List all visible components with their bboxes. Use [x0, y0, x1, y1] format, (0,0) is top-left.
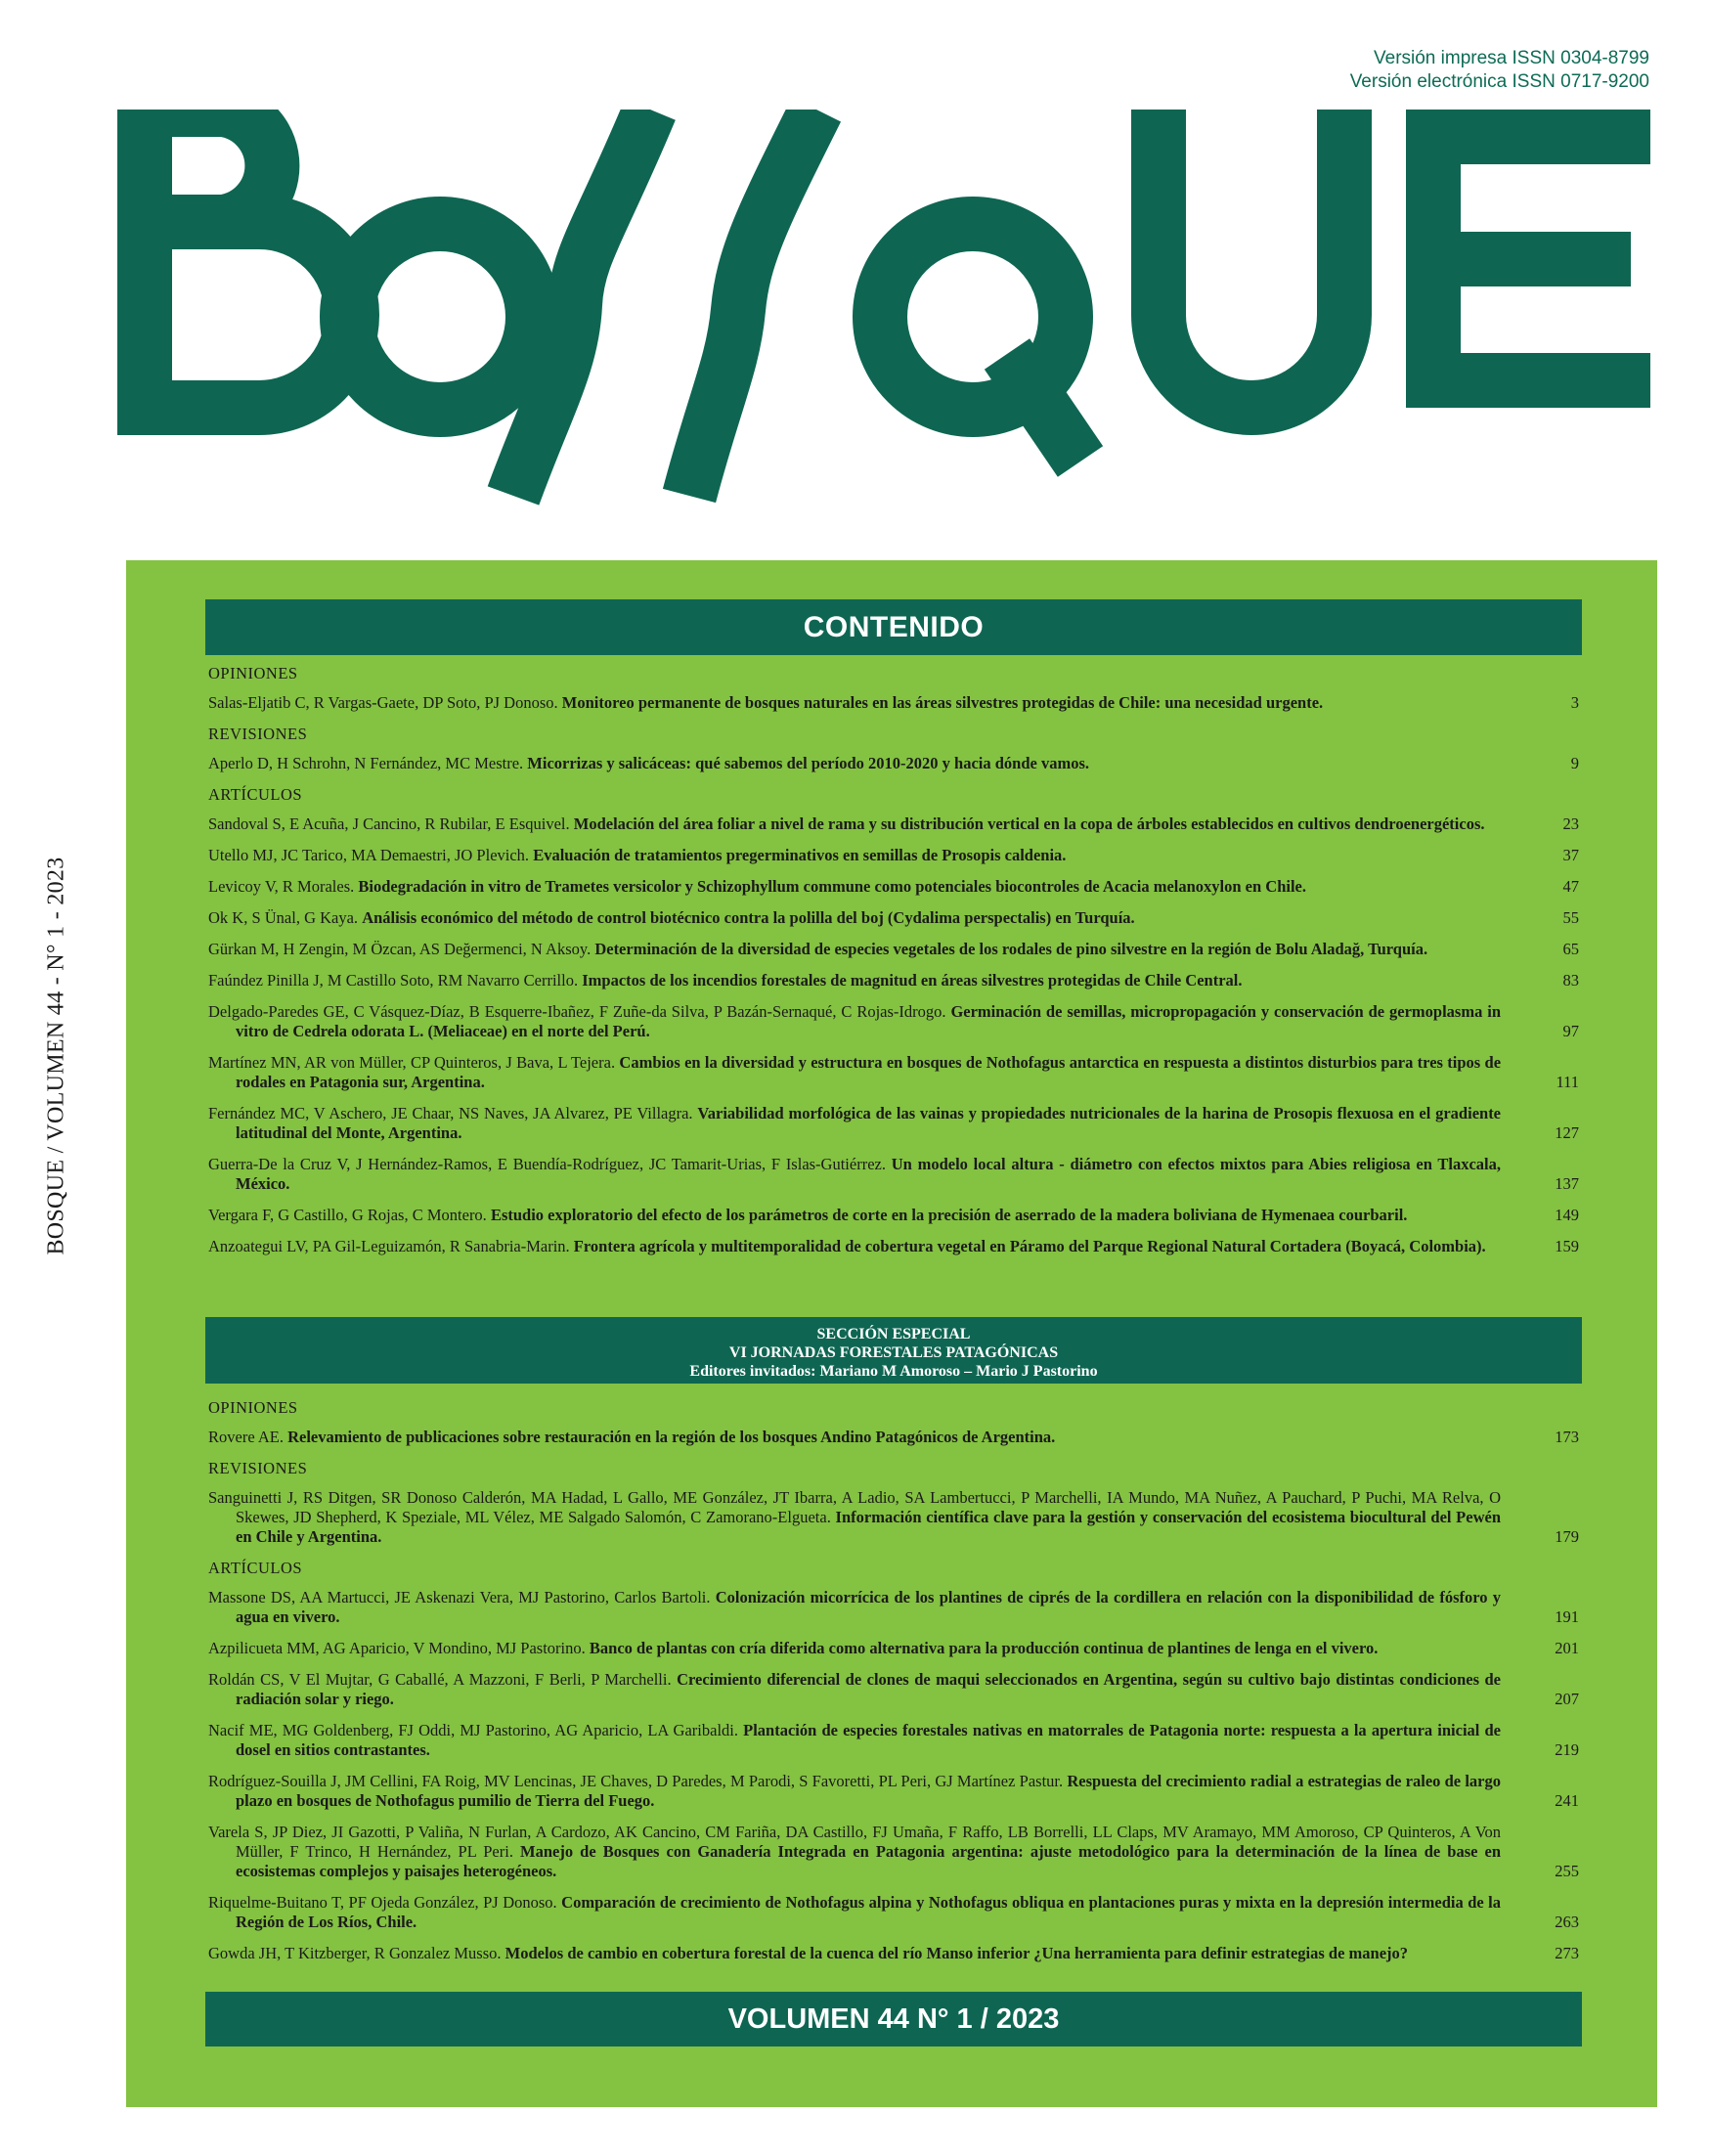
- toc-entry-text: [208, 1488, 1540, 1547]
- entry-title: Impactos de los incendios forestales de magnitud en áreas silvestres protegidas de Chile Central.: [582, 971, 1243, 990]
- entry-page: 127: [1555, 1123, 1579, 1142]
- section-heading: OPINIONES: [208, 1398, 298, 1417]
- entry-page: 9: [1570, 754, 1579, 772]
- entry-authors: Varela S, JP Diez, JI Gazotti, P Valiña, N Furlan, A Cardozo, AK Cancino, CM Fariña, DA Castillo, FJ Umaña, F Raffo, LB Borrelli, LL Claps, MV Aramayo, MM Amoroso, CP Quinteros, A Von Müller, F Trinco, H Hernández, PL Peri.: [208, 1823, 1501, 1861]
- entry-authors: Faúndez Pinilla J, M Castillo Soto, RM Navarro Cerrillo.: [208, 971, 579, 990]
- entry-authors: Levicoy V, R Morales.: [208, 877, 355, 896]
- entry-title: Respuesta del crecimiento radial a estrategias de raleo de largo plazo en bosques de Nothofagus pumilio de Tierra del Fuego.: [236, 1772, 1501, 1810]
- special-section-editors: Editores invitados: Mariano M Amoroso – Mario J Pastorino: [689, 1363, 1098, 1380]
- toc-entry[interactable]: [208, 1588, 1579, 1627]
- toc-entry[interactable]: [208, 1772, 1579, 1811]
- entry-title: Análisis económico del método de control biotécnico contra la polilla del boj (Cydalima perspectalis) en Turquía.: [362, 908, 1135, 927]
- section-heading: REVISIONES: [208, 1459, 308, 1477]
- toc-entry-text: [208, 940, 1540, 959]
- entry-authors: Sandoval S, E Acuña, J Cancino, R Rubilar, E Esquivel.: [208, 814, 570, 833]
- contents-header: CONTENIDO: [205, 599, 1582, 655]
- section-heading: ARTÍCULOS: [208, 785, 303, 804]
- toc-entry-text: [208, 1104, 1540, 1143]
- toc-main: [208, 660, 1579, 1268]
- entry-authors: Fernández MC, V Aschero, JE Chaar, NS Naves, JA Alvarez, PE Villagra.: [208, 1104, 693, 1122]
- toc-entry-text: [208, 908, 1540, 928]
- toc-entry-text: [208, 693, 1540, 713]
- spine-text: BOSQUE / VOLUMEN 44 - N° 1 - 2023: [43, 857, 69, 1255]
- toc-entry-text: [208, 971, 1540, 990]
- entry-title: Frontera agrícola y multitemporalidad de cobertura vegetal en Páramo del Parque Regional Natural Cortadera (Boyacá, Colombia).: [573, 1237, 1486, 1255]
- entry-page: 241: [1555, 1791, 1579, 1810]
- entry-page: 137: [1555, 1174, 1579, 1193]
- toc-entry-text: [208, 1428, 1540, 1447]
- entry-page: 179: [1555, 1527, 1579, 1546]
- entry-title: Colonización micorrícica de los plantines de ciprés de la cordillera en relación con la disponibilidad de fósforo y agua en vivero.: [236, 1588, 1502, 1626]
- issn-block: [1350, 47, 1649, 94]
- entry-authors: Guerra-De la Cruz V, J Hernández-Ramos, E Buendía-Rodríguez, JC Tamarit-Urias, F Islas-Gutiérrez.: [208, 1155, 886, 1173]
- toc-entry-text: [208, 1588, 1540, 1627]
- toc-entry-text: [208, 1944, 1540, 1963]
- section-heading: ARTÍCULOS: [208, 1559, 303, 1577]
- entry-title: Comparación de crecimiento de Nothofagus alpina y Nothofagus obliqua en plantaciones puras y mixta en la depresión intermedia de la Región de Los Ríos, Chile.: [236, 1893, 1502, 1931]
- entry-page: 255: [1555, 1862, 1579, 1880]
- entry-page: 23: [1562, 814, 1579, 833]
- toc-entry-text: [208, 814, 1540, 834]
- toc-entry-text: [208, 1721, 1540, 1760]
- entry-title: Relevamiento de publicaciones sobre restauración en la región de los bosques Andino Patagónicos de Argentina.: [287, 1428, 1056, 1446]
- entry-title: Modelos de cambio en cobertura forestal de la cuenca del río Manso inferior ¿Una herramienta para definir estrategias de manejo?: [504, 1944, 1409, 1962]
- toc-entry-text: [208, 1823, 1540, 1881]
- toc-entry[interactable]: [208, 1002, 1579, 1041]
- entry-title: Estudio exploratorio del efecto de los parámetros de corte en la precisión de aserrado de la madera boliviana de Hymenaea courbaril.: [490, 1206, 1408, 1224]
- entry-title: Cambios en la diversidad y estructura en bosques de Nothofagus antarctica en respuesta a distintos disturbios para tres tipos de rodales en Patagonia sur, Argentina.: [236, 1053, 1502, 1091]
- entry-authors: Nacif ME, MG Goldenberg, FJ Oddi, MJ Pastorino, AG Aparicio, LA Garibaldi.: [208, 1721, 738, 1739]
- entry-title: Evaluación de tratamientos pregerminativos en semillas de Prosopis caldenia.: [533, 846, 1067, 864]
- toc-entry[interactable]: [208, 1488, 1579, 1547]
- entry-authors: Riquelme-Buitano T, PF Ojeda González, PJ Donoso.: [208, 1893, 557, 1912]
- entry-title: Un modelo local altura - diámetro con efectos mixtos para Abies religiosa en Tlaxcala, México.: [236, 1155, 1501, 1193]
- entry-authors: Martínez MN, AR von Müller, CP Quinteros, J Bava, L Tejera.: [208, 1053, 616, 1072]
- entry-title: Manejo de Bosques con Ganadería Integrada en Patagonia argentina: ajuste metodológico para la determinación de la línea de base en ecosistemas complejos y paisajes heterogéneos.: [236, 1842, 1502, 1880]
- volume-footer: VOLUMEN 44 N° 1 / 2023: [205, 1992, 1582, 2046]
- toc-entry[interactable]: [208, 908, 1579, 928]
- entry-page: 159: [1555, 1237, 1579, 1255]
- contents-panel: [126, 560, 1657, 2107]
- entry-page: 201: [1555, 1639, 1579, 1657]
- entry-title: Micorrizas y salicáceas: qué sabemos del período 2010-2020 y hacia dónde vamos.: [527, 754, 1089, 772]
- entry-title: Banco de plantas con cría diferida como alternativa para la producción continua de plantines de lenga en el vivero.: [589, 1639, 1379, 1657]
- section-heading: OPINIONES: [208, 664, 298, 682]
- toc-special: [208, 1394, 1579, 1975]
- toc-entry-text: [208, 1772, 1540, 1811]
- toc-entry[interactable]: [208, 1944, 1579, 1963]
- toc-entry-text: [208, 1893, 1540, 1932]
- entry-page: 65: [1562, 940, 1579, 958]
- entry-authors: Roldán CS, V El Mujtar, G Caballé, A Mazzoni, F Berli, P Marchelli.: [208, 1670, 672, 1689]
- entry-authors: Massone DS, AA Martucci, JE Askenazi Vera, MJ Pastorino, Carlos Bartoli.: [208, 1588, 711, 1606]
- special-section-subtitle: VI JORNADAS FORESTALES PATAGÓNICAS: [728, 1344, 1059, 1361]
- entry-authors: Aperlo D, H Schrohn, N Fernández, MC Mestre.: [208, 754, 524, 772]
- toc-entry-text: [208, 846, 1540, 865]
- toc-entry[interactable]: [208, 846, 1579, 865]
- toc-entry[interactable]: [208, 971, 1579, 990]
- entry-title: Monitoreo permanente de bosques naturales en las áreas silvestres protegidas de Chile: una necesidad urgente.: [561, 693, 1324, 712]
- entry-page: 273: [1555, 1944, 1579, 1962]
- entry-page: 55: [1562, 908, 1579, 927]
- entry-title: Germinación de semillas, micropropagación y conservación de germoplasma in vitro de Cedrela odorata L. (Meliaceae) en el norte del Perú.: [236, 1002, 1501, 1040]
- issn-online: Versión electrónica ISSN 0717-9200: [1349, 71, 1649, 92]
- entry-authors: Ok K, S Ünal, G Kaya.: [208, 908, 359, 927]
- toc-entry[interactable]: [208, 754, 1579, 773]
- toc-entry-text: [208, 1670, 1540, 1709]
- entry-authors: Sanguinetti J, RS Ditgen, SR Donoso Calderón, MA Hadad, L Gallo, ME González, JT Ibarra, A Ladio, SA Lambertucci, P Marchelli, IA Mundo, MA Nuñez, A Pauchard, P Puchi, MA Relva, O Skewes, JD Shepherd, K Speziale, ML Vélez, ME Salgado Salomón, C Zamorano-Elgueta.: [208, 1488, 1501, 1526]
- toc-entry[interactable]: [208, 1155, 1579, 1194]
- bosque-logo: [117, 110, 1650, 530]
- toc-entry[interactable]: [208, 1823, 1579, 1881]
- entry-title: Modelación del área foliar a nivel de rama y su distribución vertical en la copa de árboles establecidos en cultivos dendroenergéticos.: [573, 814, 1485, 833]
- entry-authors: Gowda JH, T Kitzberger, R Gonzalez Musso.: [208, 1944, 502, 1962]
- toc-entry[interactable]: [208, 1206, 1579, 1225]
- issn-print: Versión impresa ISSN 0304-8799: [1374, 48, 1649, 68]
- toc-entry[interactable]: [208, 1053, 1579, 1092]
- entry-page: 191: [1555, 1607, 1579, 1626]
- special-section-title: SECCIÓN ESPECIAL: [816, 1326, 971, 1342]
- entry-authors: Rodríguez-Souilla J, JM Cellini, FA Roig, MV Lencinas, JE Chaves, D Paredes, M Parodi, S Favoretti, PL Peri, GJ Martínez Pastur.: [208, 1772, 1064, 1790]
- entry-authors: Salas-Eljatib C, R Vargas-Gaete, DP Soto, PJ Donoso.: [208, 693, 558, 712]
- toc-entry[interactable]: [208, 1721, 1579, 1760]
- special-section-header: [205, 1317, 1582, 1384]
- entry-title: Información científica clave para la gestión y conservación del ecosistema biocultural del Pewén en Chile y Argentina.: [236, 1508, 1501, 1546]
- toc-entry-text: [208, 754, 1540, 773]
- toc-entry-text: [208, 1002, 1540, 1041]
- toc-entry-text: [208, 1053, 1540, 1092]
- entry-authors: Rovere AE.: [208, 1428, 284, 1446]
- toc-entry-text: [208, 1155, 1540, 1194]
- entry-page: 111: [1556, 1073, 1579, 1091]
- entry-title: Biodegradación in vitro de Trametes versicolor y Schizophyllum commune como potenciales biocontroles de Acacia melanoxylon en Chile.: [358, 877, 1306, 896]
- entry-title: Determinación de la diversidad de especies vegetales de los rodales de pino silvestre en la región de Bolu Aladağ, Turquía.: [594, 940, 1428, 958]
- entry-page: 37: [1562, 846, 1579, 864]
- toc-entry[interactable]: [208, 1670, 1579, 1709]
- entry-page: 173: [1555, 1428, 1579, 1446]
- toc-entry[interactable]: [208, 1639, 1579, 1658]
- entry-authors: Azpilicueta MM, AG Aparicio, V Mondino, MJ Pastorino.: [208, 1639, 586, 1657]
- entry-authors: Delgado-Paredes GE, C Vásquez-Díaz, B Esquerre-Ibañez, F Zuñe-da Silva, P Bazán-Sernaqué, C Rojas-Idrogo.: [208, 1002, 946, 1021]
- toc-entry[interactable]: [208, 1237, 1579, 1256]
- entry-page: 3: [1570, 693, 1579, 712]
- entry-page: 219: [1555, 1740, 1579, 1759]
- toc-entry[interactable]: [208, 1104, 1579, 1143]
- entry-page: 207: [1555, 1690, 1579, 1708]
- toc-entry[interactable]: [208, 814, 1579, 834]
- toc-entry[interactable]: [208, 693, 1579, 713]
- entry-title: Plantación de especies forestales nativas en matorrales de Patagonia norte: respuesta a la apertura inicial de dosel en sitios contrastantes.: [236, 1721, 1502, 1759]
- toc-entry-text: [208, 1206, 1540, 1225]
- toc-entry[interactable]: [208, 940, 1579, 959]
- toc-entry-text: [208, 1639, 1540, 1658]
- entry-page: 149: [1555, 1206, 1579, 1224]
- entry-page: 83: [1562, 971, 1579, 990]
- section-heading: REVISIONES: [208, 725, 308, 743]
- entry-authors: Vergara F, G Castillo, G Rojas, C Montero.: [208, 1206, 487, 1224]
- entry-title: Variabilidad morfológica de las vainas y propiedades nutricionales de la harina de Prosopis flexuosa en el gradiente latitudinal del Monte, Argentina.: [236, 1104, 1502, 1142]
- entry-page: 97: [1562, 1022, 1579, 1040]
- entry-authors: Gürkan M, H Zengin, M Özcan, AS Değermenci, N Aksoy.: [208, 940, 592, 958]
- toc-entry[interactable]: [208, 1428, 1579, 1447]
- entry-page: 47: [1562, 877, 1579, 896]
- entry-page: 263: [1555, 1913, 1579, 1931]
- entry-authors: Utello MJ, JC Tarico, MA Demaestri, JO Plevich.: [208, 846, 530, 864]
- toc-entry[interactable]: [208, 877, 1579, 897]
- toc-entry-text: [208, 877, 1540, 897]
- entry-authors: Anzoategui LV, PA Gil-Leguizamón, R Sanabria-Marin.: [208, 1237, 570, 1255]
- entry-title: Crecimiento diferencial de clones de maqui seleccionados en Argentina, según su cultivo bajo distintas condiciones de radiación solar y riego.: [236, 1670, 1502, 1708]
- toc-entry[interactable]: [208, 1893, 1579, 1932]
- toc-entry-text: [208, 1237, 1540, 1256]
